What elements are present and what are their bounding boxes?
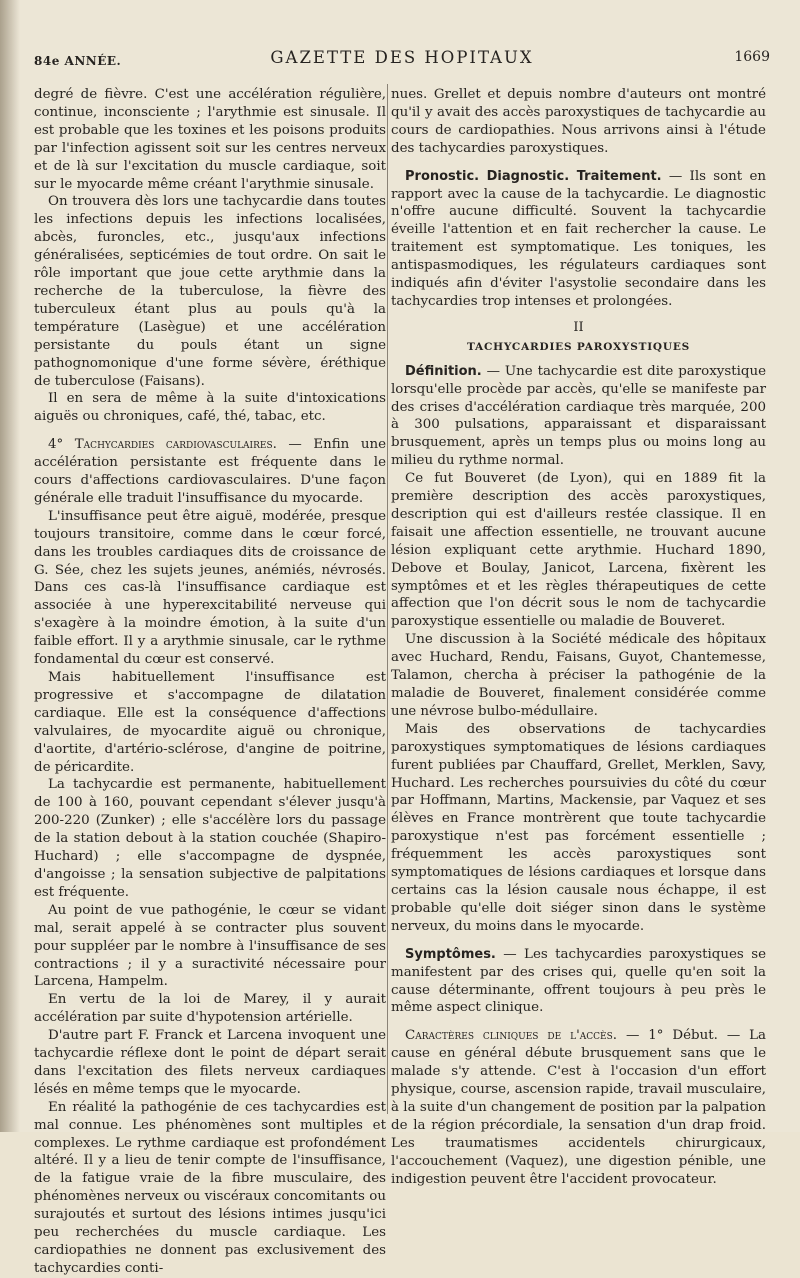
paragraph: On trouvera dès lors une tachycardie dans toutes les infections depuis les infections localisées, abcès, furoncles, etc., jusqu'aux infections généralisées, septicémies de tout ordre. On sait le rôle important que joue cette arythmie dans la recherche de la tuberculose, la fièvre des tuberculeux étant plus au pouls qu'à la température (Lasègue) et une accélération persistante du pouls étant un signe pathognomonique d'une forme sévère, éréthique de tuberculose (Faisans).: [34, 194, 386, 389]
column-divider: [387, 84, 388, 1114]
paragraph: Il en sera de même à la suite d'intoxications aiguës ou chroniques, café, thé, tabac, etc.: [34, 391, 386, 425]
paragraph: [391, 168, 766, 311]
paragraph: [391, 1027, 766, 1188]
edition-label: 84e ANNÉE.: [34, 54, 122, 68]
paragraph-body: — Ils sont en rapport avec la cause de la tachycardie. Le diagnostic n'offre aucune difficulté. Souvent la tachycardie éveille l'attention et en fait rechercher la cause. Le traitement est symptomatique. Les toniques, les antispasmodiques, les régulateurs cardiaques sont indiqués afin d'éviter l'asystolie secondaire dans les tachycardies trop intenses et prolongées.: [391, 168, 766, 309]
paragraph: Ce fut Bouveret (de Lyon), qui en 1889 fit la première description des accès paroxystiques, description qui est d'ailleurs restée classique. Il en faisait une affection essentielle, ne trouvant aucune lésion expliquant cette arythmie. Huchard 1890, Debove et Boulay, Janicot, Larcena, fixèrent les symptômes et et les règles thérapeutiques de cette affection que l'on décrit sous le nom de tachycardie paroxystique essentielle ou maladie de Bouveret.: [391, 471, 766, 630]
paragraph: Mais habituellement l'insuffisance est progressive et s'accompagne de dilatation cardiaque. Elle est la conséquence d'affections valvulaires, de myocardite aiguë ou chronique, d'aortite, d'artério-sclérose, d'angine de poitrine, de péricardite.: [34, 670, 386, 775]
paragraph: [391, 363, 766, 470]
paragraph: Mais des observations de tachycardies paroxystiques symptomatiques de lésions cardiaques furent publiées par Chauffard, Grellet, Merklen, Savy, Huchard. Les recherches poursuivies du côté du cœur par Hoffmann, Martins, Mackensie, par Vaquez et ses élèves en France montrèrent que toute tachycardie paroxystique n'est pas forcément essentielle ; fréquemment les accès paroxystiques sont symptomatiques de lésions cardiaques et lorsque dans certains cas la lésion causale nous échappe, il est probable qu'elle doit siéger sinon dans le système nerveux, du moins dans le myocarde.: [391, 721, 766, 934]
paragraph-body: — Les tachycardies paroxystiques se manifestent par des crises qui, quelle qu'en soit la cause déterminante, offrent toujours à peu près le même aspect clinique.: [391, 946, 766, 1016]
paragraph: En vertu de la loi de Marey, il y aurait accélération par suite d'hypotension artérielle.: [34, 992, 386, 1026]
paragraph-lead: Définition.: [405, 363, 482, 379]
paragraph: nues. Grellet et depuis nombre d'auteurs ont montré qu'il y avait des accès paroxystiques de tachycardie au cours de cardiopathies. Nous arrivons ainsi à l'étude des tachycardies paroxystiques.: [391, 87, 766, 156]
paragraph: Au point de vue pathogénie, le cœur se vidant mal, serait appelé à se contracter plus souvent pour suppléer par le nombre à l'insuffisance de ses contractions ; il y a suractivité nécessaire pour Larcena, Hampelm.: [34, 902, 386, 990]
paragraph-lead: Symptômes.: [405, 946, 496, 962]
paragraph-sublead: — 1° Début.: [617, 1028, 718, 1044]
journal-title: GAZETTE DES HOPITAUX: [270, 48, 534, 67]
binding-shadow: [0, 0, 20, 1132]
paragraph-lead: Caractères cliniques de l'accès.: [405, 1028, 618, 1044]
paragraph-body: — Une tachycardie est dite paroxystique lorsqu'elle procède par accès, qu'elle se manifeste par des crises d'accélération cardiaque très marquée, 200 à 300 pulsations, apparaissant et disparaissant brusquement, après un temps plus ou moins long au milieu du rythme normal.: [391, 363, 766, 469]
paragraph: [34, 436, 386, 508]
paragraph: En réalité la pathogénie de ces tachycardies est mal connue. Les phénomènes sont multiples et complexes. Le rythme cardiaque est profondément altéré. Il y a lieu de tenir compte de l'insuffisance, de la fatigue vraie de la fibre musculaire, des phénomènes nerveux ou viscéraux concomitants ou surajoutés et surtout des lésions intimes jusqu'ici peu recherchées du muscle cardiaque. Les cardiopathies ne donnent pas exclusivement des tachycardies conti-: [34, 1099, 386, 1276]
paragraph: Une discussion à la Société médicale des hôpitaux avec Huchard, Rendu, Faisans, Guyot, Chantemesse, Talamon, chercha à préciser la pathogénie de la maladie de Bouveret, finalement considérée comme une névrose bulbo-médullaire.: [391, 632, 766, 719]
paragraph: L'insuffisance peut être aiguë, modérée, presque toujours transitoire, comme dans le cœur forcé, dans les troubles cardiaques dits de croissance de G. Sée, chez les sujets jeunes, anémiés, névrosés. Dans ces cas-là l'insuffisance cardiaque est associée à une hyperexcitabilité nerveuse qui s'exagère à la moindre émotion, à la suite d'un faible effort. Il y a arythmie sinusale, car le rythme fondamental du cœur est conservé.: [34, 508, 386, 668]
paragraph: D'autre part F. Franck et Larcena invoquent une tachycardie réflexe dont le point de départ serait dans l'excitation des filets nerveux cardiaques lésés en même temps que le myocarde.: [34, 1028, 386, 1097]
paragraph: [391, 946, 766, 1018]
paragraph-body: — La cause en général débute brusquement sans que le malade s'y attende. C'est à l'occasion d'un effort physique, course, ascension rapide, travail musculaire, à la suite d'un changement de position par la palpation de la région précordiale, la sensation d'un drap froid. Les traumatismes accidentels chirurgicaux, l'accouchement (Vaquez), une digestion pénible, une indigestion peuvent être l'accident provocateur.: [391, 1028, 767, 1187]
section-number: II: [573, 319, 584, 335]
left-column: [34, 86, 386, 1278]
paragraph-lead: Pronostic. Diagnostic. Traitement.: [405, 168, 662, 184]
paragraph: degré de fièvre. C'est une accélération régulière, continue, inconsciente ; l'arythmie est sinusale. Il est probable que les toxines et les poisons produits par l'infection agissent soit sur les centres nerveux et de là sur l'excitation du muscle cardiaque, soit sur le myocarde même créant l'arythmie sinusale.: [34, 87, 386, 192]
paragraph-lead: 4° Tachycardies cardiovasculaires.: [48, 437, 277, 453]
right-column: [391, 86, 766, 1188]
paragraph-body: — Enfin une accélération persistante est fréquente dans le cours d'affections cardiovasculaires. D'une façon générale elle traduit l'insuffisance du myocarde.: [34, 437, 386, 506]
page-header: [34, 48, 770, 74]
paragraph: La tachycardie est permanente, habituellement de 100 à 160, pouvant cependant s'élever jusqu'à 200-220 (Zunker) ; elle s'accélère lors du passage de la station debout à la station couchée (Shapiro-Huchard) ; elle s'accompagne de dyspnée, d'angoisse ; la sensation subjective de palpitations est fréquente.: [34, 777, 386, 900]
page-number: 1669: [734, 49, 770, 65]
section-title: TACHYCARDIES PAROXYSTIQUES: [466, 340, 691, 353]
